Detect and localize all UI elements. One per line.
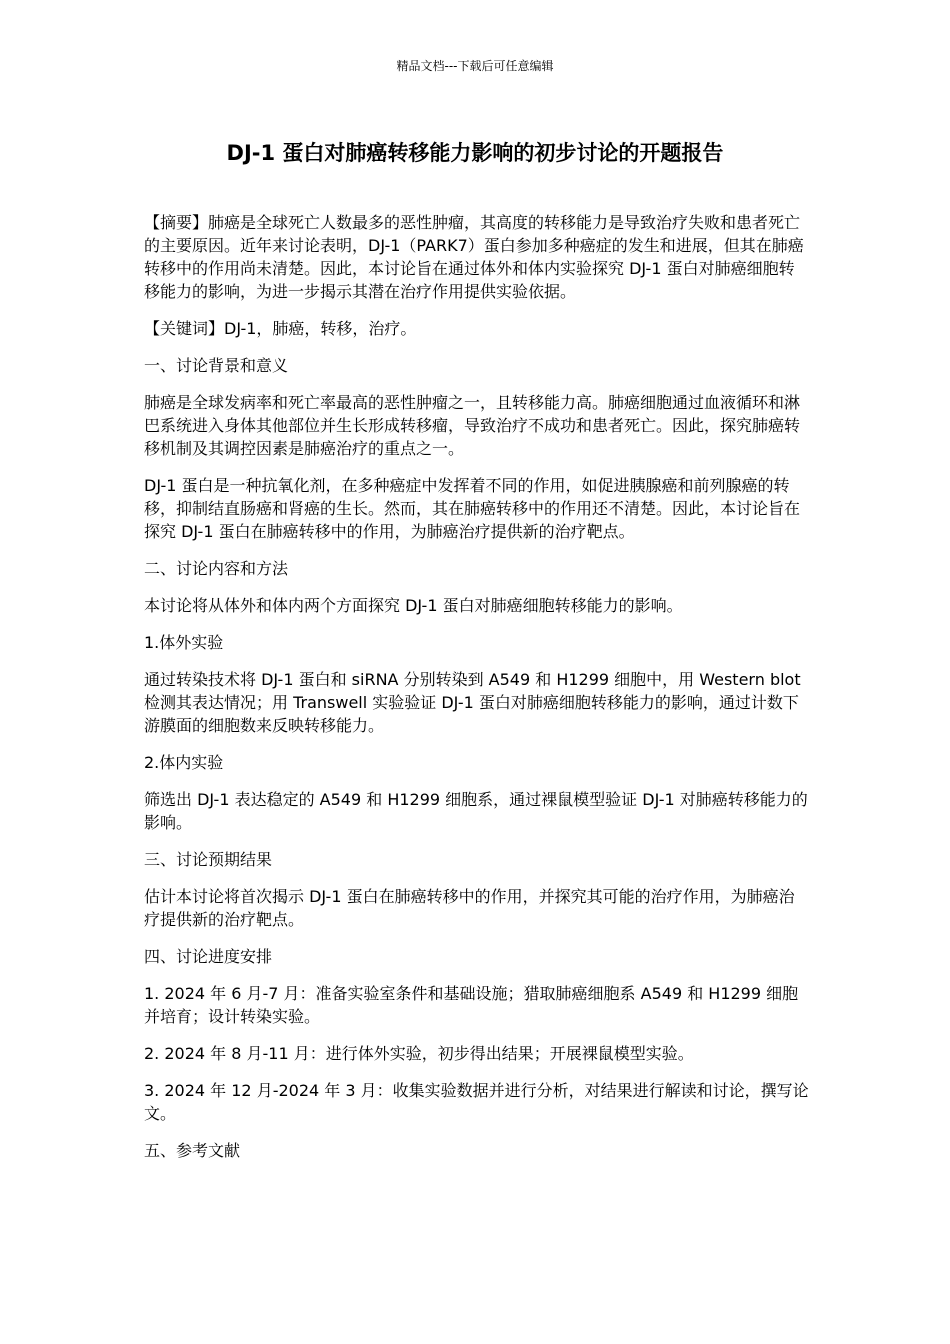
section-heading-schedule: 四、讨论进度安排 [144, 947, 273, 966]
in-vivo-paragraph: 筛选出 DJ-1 表达稳定的 A549 和 H1299 细胞系，通过裸鼠模型验证 DJ-1 对肺癌转移能力的影响。 [144, 790, 808, 832]
background-paragraph-1: 肺癌是全球发病率和死亡率最高的恶性肿瘤之一，且转移能力高。肺癌细胞通过血液循环和淋巴系统进入身体其他部位并生长形成转移瘤，导致治疗不成功和患者死亡。因此，探究肺癌转移机制及其调控因素是肺癌治疗的重点之一。 [144, 393, 801, 458]
abstract-paragraph: 【摘要】肺癌是全球死亡人数最多的恶性肿瘤，其高度的转移能力是导致治疗失败和患者死亡的主要原因。近年来讨论表明，DJ-1（PARK7）蛋白参加多种癌症的发生和进展，但其在肺癌转移中的作用尚未清楚。因此，本讨论旨在通过体外和体内实验探究 DJ-1 蛋白对肺癌细胞转移能力的影响，为进一步揭示其潜在治疗作用提供实验依据。 [144, 213, 804, 301]
background-paragraph-2: DJ-1 蛋白是一种抗氧化剂，在多种癌症中发挥着不同的作用，如促进胰腺癌和前列腺癌的转移，抑制结直肠癌和肾癌的生长。然而，其在肺癌转移中的作用还不清楚。因此，本讨论旨在探究 DJ-1 蛋白在肺癌转移中的作用，为肺癌治疗提供新的治疗靶点。 [144, 476, 801, 541]
document-title: DJ-1 蛋白对肺癌转移能力影响的初步讨论的开题报告 [226, 141, 724, 165]
section-heading-methods: 二、讨论内容和方法 [144, 559, 289, 578]
keywords-paragraph: 【关键词】DJ-1，肺癌，转移，治疗。 [144, 319, 417, 338]
subsection-heading-in-vivo: 2.体内实验 [144, 753, 224, 772]
schedule-item: 2. 2024 年 8 月-11 月：进行体外实验，初步得出结果；开展裸鼠模型实验。 [144, 1044, 694, 1063]
expected-results-paragraph: 估计本讨论将首次揭示 DJ-1 蛋白在肺癌转移中的作用，并探究其可能的治疗作用，为肺癌治疗提供新的治疗靶点。 [144, 887, 795, 929]
section-heading-background: 一、讨论背景和意义 [144, 356, 289, 375]
schedule-item: 1. 2024 年 6 月-7 月：准备实验室条件和基础设施；猎取肺癌细胞系 A549 和 H1299 细胞并培育；设计转染实验。 [144, 984, 799, 1026]
document-body [144, 211, 810, 1176]
methods-intro-paragraph: 本讨论将从体外和体内两个方面探究 DJ-1 蛋白对肺癌细胞转移能力的影响。 [144, 596, 683, 615]
schedule-item: 3. 2024 年 12 月-2024 年 3 月：收集实验数据并进行分析，对结果进行解读和讨论，撰写论文。 [144, 1081, 809, 1123]
section-heading-expected-results: 三、讨论预期结果 [144, 850, 273, 869]
header-note: 精品文档---下载后可任意编辑 [396, 59, 554, 73]
subsection-heading-in-vitro: 1.体外实验 [144, 633, 224, 652]
section-heading-references: 五、参考文献 [144, 1141, 241, 1160]
in-vitro-paragraph: 通过转染技术将 DJ-1 蛋白和 siRNA 分别转染到 A549 和 H1299 细胞中，用 Western blot 检测其表达情况；用 Transwell 实验验证 DJ-1 蛋白对肺癌细胞转移能力的影响，通过计数下游膜面的细胞数来反映转移能力。 [144, 670, 801, 735]
